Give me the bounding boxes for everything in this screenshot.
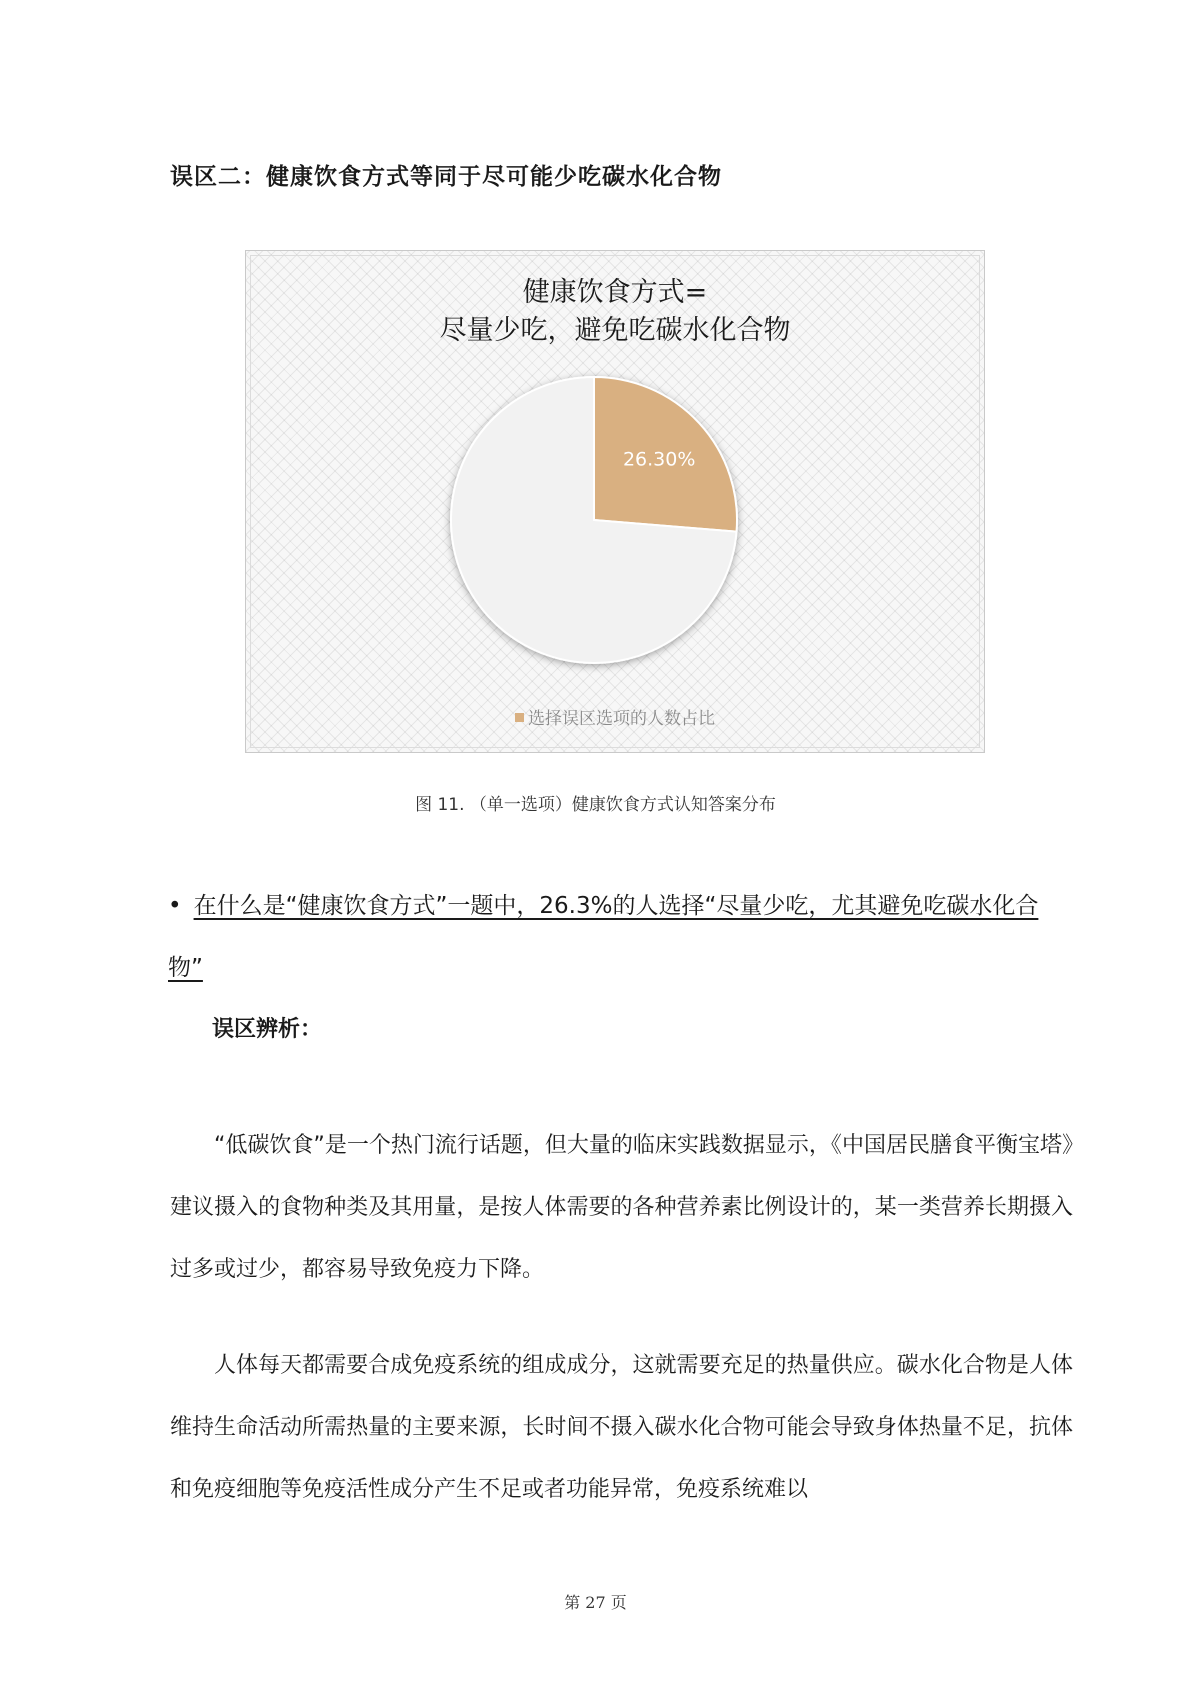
pie-data-label-0: 26.30% <box>622 448 696 471</box>
analysis-heading: 误区辨析： <box>212 1017 323 1042</box>
page-number: 第 27 页 <box>564 1593 627 1612</box>
pie-chart-svg <box>246 251 986 754</box>
chart-title-line1: 健康饮食方式= <box>522 277 708 308</box>
chart-legend <box>246 704 984 729</box>
paragraph-1: “低碳饮食”是一个热门流行话题，但大量的临床实践数据显示，《中国居民膳食平衡宝塔》建议摄入的食物种类及其用量，是按人体需要的各种营养素比例设计的，某一类营养长期摄入过多或过少，都容易导致免疫力下降。 <box>170 1133 1073 1282</box>
bullet-text: 在什么是“健康饮食方式”一题中，26.3%的人选择“尽量少吃，尤其避免吃碳水化合物” <box>168 893 1039 981</box>
legend-swatch <box>515 713 524 722</box>
pie-chart <box>245 250 985 753</box>
paragraph-2: 人体每天都需要合成免疫系统的组成成分，这就需要充足的热量供应。碳水化合物是人体维持生命活动所需热量的主要来源，长时间不摄入碳水化合物可能会导致身体热量不足，抗体和免疫细胞等免疫活性成分产生不足或者功能异常，免疫系统难以 <box>170 1353 1073 1502</box>
pie-slices <box>451 377 737 663</box>
bullet-point <box>168 875 1073 999</box>
section-heading: 误区二：健康饮食方式等同于尽可能少吃碳水化合物 <box>170 164 722 190</box>
chart-title-line2: 尽量少吃，避免吃碳水化合物 <box>439 315 791 346</box>
figure-caption: 图 11. （单一选项）健康饮食方式认知答案分布 <box>415 795 776 815</box>
legend-label: 选择误区选项的人数占比 <box>528 709 715 729</box>
bullet-symbol: • <box>168 893 182 919</box>
